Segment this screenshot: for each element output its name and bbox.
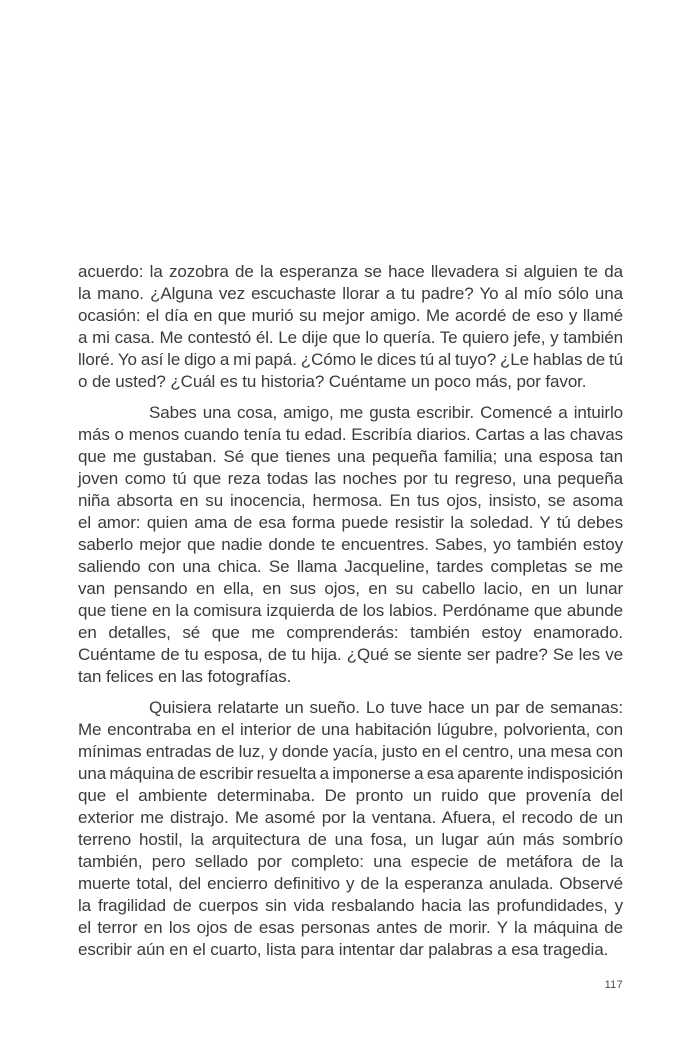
text-line: la mano. ¿Alguna vez escuchaste llorar a tu padre? Yo al mío sólo una	[78, 284, 623, 303]
paragraph	[78, 261, 623, 393]
text-line: o de usted? ¿Cuál es tu historia? Cuéntame un poco más, por favor.	[78, 372, 587, 391]
line	[78, 468, 623, 490]
line	[78, 556, 623, 578]
text-line: Cuéntame de tu esposa, de tu hija. ¿Qué se siente ser padre? Se les ve	[78, 645, 623, 664]
line	[78, 305, 623, 327]
text-line: en detalles, sé que me comprenderás: también estoy enamorado.	[78, 623, 623, 642]
text-line: tan felices en las fotografías.	[78, 667, 292, 686]
paragraph	[78, 402, 623, 688]
text-line: terreno hostil, la arquitectura de una fosa, un lugar aún más sombrío	[78, 830, 623, 849]
text-line: que me gustaban. Sé que tienes una pequeña familia; una esposa tan	[78, 447, 623, 466]
text-line: saberlo mejor que nadie donde te encuentres. Sabes, yo también estoy	[78, 535, 623, 554]
page-number: 117	[604, 979, 623, 991]
text-line: acuerdo: la zozobra de la esperanza se hace llevadera si alguien te da	[78, 262, 623, 281]
line	[78, 829, 623, 851]
line	[78, 939, 623, 961]
text-line: lloré. Yo así le digo a mi papá. ¿Cómo le dices tú al tuyo? ¿Le hablas de tú	[78, 350, 623, 369]
text-line: muerte total, del encierro definitivo y de la esperanza anulada. Observé	[78, 874, 623, 893]
text-line: más o menos cuando tenía tu edad. Escribía diarios. Cartas a las chavas	[78, 425, 623, 444]
line	[78, 349, 623, 371]
text-line: joven como tú que reza todas las noches por tu regreso, una pequeña	[78, 469, 623, 488]
line	[78, 917, 623, 939]
line	[78, 283, 623, 305]
line	[78, 895, 623, 917]
text-line: a mi casa. Me contestó él. Le dije que lo quería. Te quiero jefe, y también	[78, 328, 623, 347]
line	[78, 807, 623, 829]
line	[78, 644, 623, 666]
text-line: van pensando en ella, en sus ojos, en su cabello lacio, en un lunar	[78, 579, 623, 598]
text-line: ocasión: el día en que murió su mejor amigo. Me acordé de eso y llamé	[78, 306, 623, 325]
text-line: Me encontraba en el interior de una habitación lúgubre, polvorienta, con	[78, 720, 623, 739]
line	[78, 622, 623, 644]
text-line: exterior me distrajo. Me asomé por la ventana. Afuera, el recodo de un	[78, 808, 623, 827]
line	[78, 719, 623, 741]
paragraph	[78, 697, 623, 961]
text-line: saliendo con una chica. Se llama Jacqueline, tardes completas se me	[78, 557, 623, 576]
text-line: Quisiera relatarte un sueño. Lo tuve hace un par de semanas:	[149, 698, 623, 717]
line	[78, 371, 623, 393]
line	[78, 697, 623, 719]
line	[78, 490, 623, 512]
text-line: escribir aún en el cuarto, lista para intentar dar palabras a esa tragedia.	[78, 940, 609, 959]
text-line: también, pero sellado por completo: una especie de metáfora de la	[78, 852, 623, 871]
line	[78, 741, 623, 763]
text-block	[78, 261, 623, 961]
text-line: Sabes una cosa, amigo, me gusta escribir. Comencé a intuirlo	[149, 403, 623, 422]
text-line: el amor: quien ama de esa forma puede resistir la soledad. Y tú debes	[78, 513, 623, 532]
line	[78, 851, 623, 873]
text-line: el terror en los ojos de esas personas antes de morir. Y la máquina de	[78, 918, 623, 937]
line	[78, 512, 623, 534]
line	[78, 327, 623, 349]
text-line: que tiene en la comisura izquierda de los labios. Perdóname que abunde	[78, 601, 623, 620]
line	[78, 785, 623, 807]
line	[78, 873, 623, 895]
line	[78, 402, 623, 424]
text-line: la fragilidad de cuerpos sin vida resbalando hacia las profundidades, y	[78, 896, 623, 915]
text-line: niña absorta en su inocencia, hermosa. En tus ojos, insisto, se asoma	[78, 491, 623, 510]
line	[78, 424, 623, 446]
line	[78, 534, 623, 556]
line	[78, 666, 623, 688]
line	[78, 446, 623, 468]
line	[78, 600, 623, 622]
line	[78, 261, 623, 283]
text-line: que el ambiente determinaba. De pronto un ruido que provenía del	[78, 786, 623, 805]
text-line: una máquina de escribir resuelta a imponerse a esa aparente indisposición	[78, 764, 623, 783]
line	[78, 763, 623, 785]
line	[78, 578, 623, 600]
text-line: mínimas entradas de luz, y donde yacía, justo en el centro, una mesa con	[78, 742, 623, 761]
